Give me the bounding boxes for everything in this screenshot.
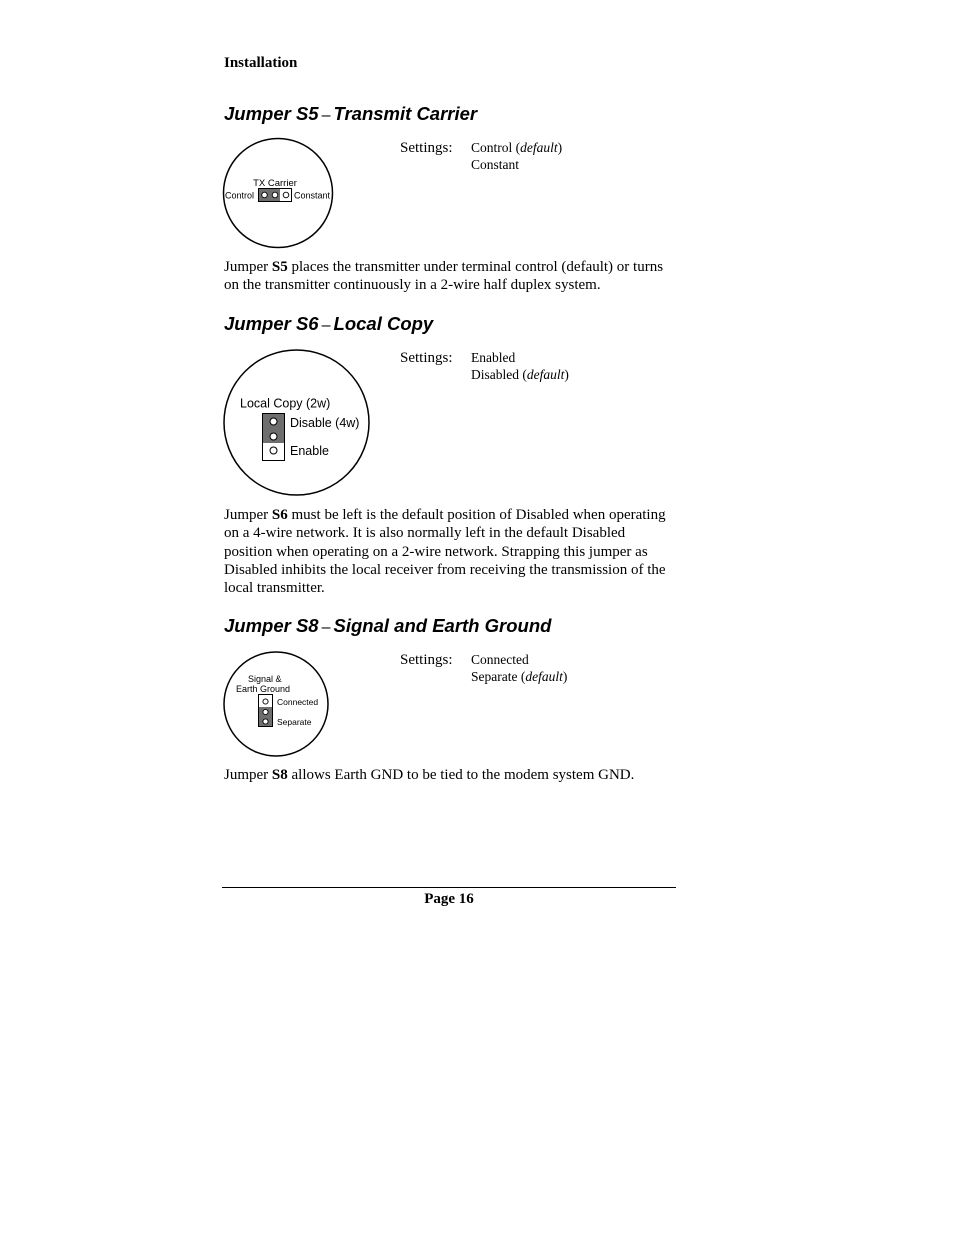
- pin: [262, 192, 268, 198]
- heading-dash: –: [321, 619, 331, 636]
- settings-label: Settings:: [400, 140, 453, 156]
- heading-main: Jumper S6: [224, 313, 319, 334]
- pin: [270, 447, 277, 454]
- page-number: Page 16: [424, 891, 474, 907]
- heading-dash: –: [321, 107, 331, 124]
- pin: [263, 699, 268, 704]
- diagram-left-label: Control: [225, 190, 255, 201]
- setting-option: Connected: [471, 652, 529, 667]
- diagram-right-label: Constant: [294, 190, 331, 201]
- pin: [270, 418, 277, 425]
- setting-option: Enabled: [471, 350, 516, 365]
- section-heading-s8: [224, 615, 551, 637]
- diagram-title-line2: Earth Ground: [236, 684, 291, 694]
- heading-main: Jumper S8: [224, 615, 319, 636]
- paragraph-s6: Jumper S6 must be left is the default position of Disabled when operating on a 4-wire network. It is also normally left in the default Disabled position when operating on a 2-wire network. Strapping this jumper as Disabled inhibits the local receiver from receiving the transmission of the local transmitter.: [224, 507, 666, 597]
- heading-sub: Transmit Carrier: [333, 103, 478, 124]
- heading-main: Jumper S5: [224, 103, 319, 124]
- settings-values-s8: [471, 651, 567, 685]
- settings-values-s5: [471, 139, 562, 173]
- jumper-s6-diagram: [222, 347, 374, 499]
- heading-sub: Signal and Earth Ground: [333, 615, 552, 636]
- footer-rule: [222, 887, 676, 888]
- pin: [272, 192, 278, 198]
- diagram-top-label: Disable (4w): [290, 416, 360, 430]
- pin: [263, 719, 268, 724]
- diagram-title-line1: Signal &: [248, 674, 282, 684]
- settings-label: Settings:: [400, 652, 453, 668]
- pin: [283, 192, 289, 198]
- paragraph-s5: Jumper S5 places the transmitter under terminal control (default) or turns on the transmitter continuously in a 2-wire half duplex system.: [224, 259, 664, 294]
- running-head: Installation: [224, 55, 298, 71]
- settings-values-s6: [471, 349, 569, 383]
- setting-option: Constant: [471, 157, 520, 172]
- section-heading-s6: [224, 313, 433, 335]
- settings-label: Settings:: [400, 350, 453, 366]
- jumper-s5-diagram: [222, 137, 336, 251]
- heading-sub: Local Copy: [333, 313, 434, 334]
- heading-dash: –: [321, 317, 331, 334]
- paragraph-s8: Jumper S8 allows Earth GND to be tied to the modem system GND.: [224, 767, 635, 783]
- diagram-title: Local Copy (2w): [240, 396, 331, 411]
- pin: [270, 433, 277, 440]
- setting-option: Disabled (default): [471, 367, 569, 382]
- setting-option: Separate (default): [471, 669, 568, 684]
- pin: [263, 709, 268, 714]
- diagram-bottom-label: Enable: [290, 444, 329, 458]
- diagram-title: TX Carrier: [253, 178, 297, 189]
- setting-option: Control (default): [471, 140, 563, 155]
- diagram-bottom-label: Separate: [277, 717, 312, 727]
- diagram-top-label: Connected: [277, 697, 319, 707]
- jumper-s8-diagram: [222, 649, 332, 759]
- section-heading-s5: [224, 103, 477, 125]
